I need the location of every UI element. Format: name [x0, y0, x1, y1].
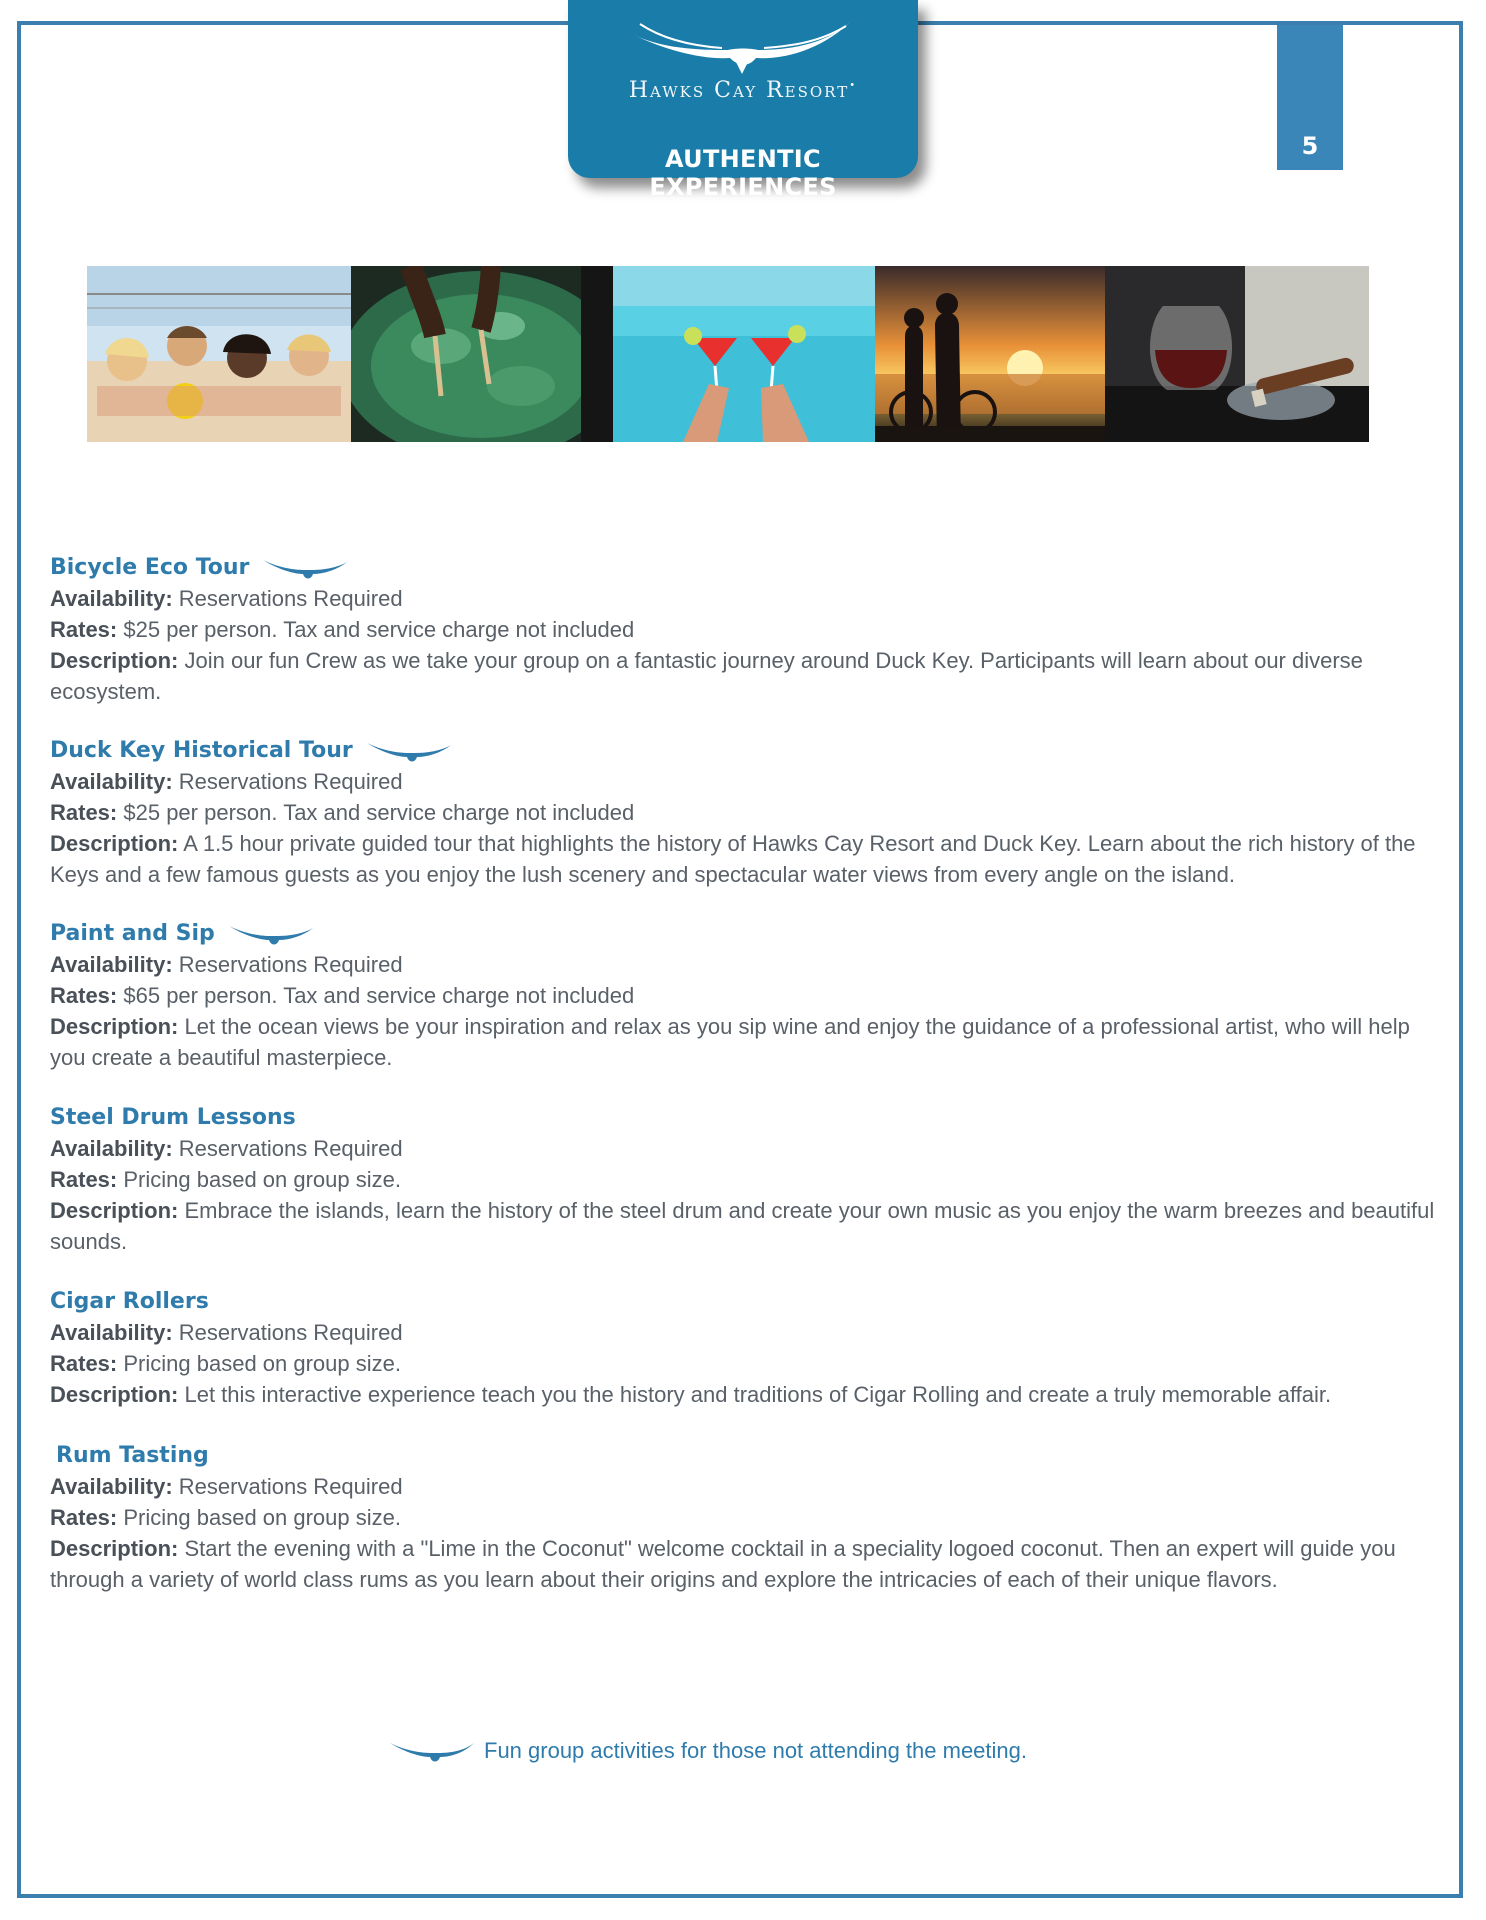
description-line: [50, 1195, 1440, 1257]
brand-name: [568, 78, 918, 103]
description-line: [50, 1011, 1440, 1073]
description-label: Description:: [50, 831, 179, 856]
activity-title-text: Rum Tasting: [56, 1443, 209, 1468]
rates-label: Rates:: [50, 1167, 118, 1192]
activity-item: [50, 1286, 1440, 1410]
description-line: [50, 828, 1440, 890]
footer-note-text: Fun group activities for those not attending the meeting.: [484, 1738, 1027, 1763]
availability-line: [50, 1133, 1440, 1164]
availability-value: Reservations Required: [178, 769, 403, 794]
availability-line: [50, 949, 1440, 980]
activity-title-text: Bicycle Eco Tour: [50, 555, 250, 580]
brand-mark: •: [849, 80, 858, 92]
description-label: Description:: [50, 1014, 179, 1039]
description-line: [50, 1379, 1440, 1410]
footer-note: [388, 1736, 1027, 1766]
activity-item: [50, 735, 1440, 890]
rates-label: Rates:: [50, 983, 118, 1008]
availability-label: Availability:: [50, 769, 173, 794]
activity-title: [50, 552, 1440, 583]
availability-line: [50, 583, 1440, 614]
rates-line: [50, 1502, 1440, 1533]
availability-line: [50, 1317, 1440, 1348]
hawk-icon: [227, 922, 315, 948]
activity-title-text: Duck Key Historical Tour: [50, 738, 353, 763]
rates-value: Pricing based on group size.: [123, 1167, 401, 1192]
description-value: Join our fun Crew as we take your group on a fantastic journey around Duck Key. Participants will learn about our diverse ecosystem.: [50, 648, 1363, 704]
availability-value: Reservations Required: [178, 952, 403, 977]
rates-label: Rates:: [50, 617, 118, 642]
sunset-bikes-photo: [875, 266, 1105, 442]
availability-value: Reservations Required: [178, 1320, 403, 1345]
rates-line: [50, 614, 1440, 645]
photo-strip: [87, 266, 1369, 442]
section-title: AUTHENTIC EXPERIENCES: [649, 145, 837, 201]
activity-item: [50, 552, 1440, 707]
activity-item: [50, 1440, 1440, 1595]
rates-value: Pricing based on group size.: [123, 1505, 401, 1530]
cocktails-photo: [613, 266, 875, 442]
rates-label: Rates:: [50, 1505, 118, 1530]
activity-title: [50, 735, 1440, 766]
brand-text: Hawks Cay Resort: [628, 78, 850, 103]
rates-label: Rates:: [50, 800, 118, 825]
rates-value: $65 per person. Tax and service charge not included: [123, 983, 635, 1008]
hawk-icon: [261, 556, 349, 582]
rates-value: $25 per person. Tax and service charge not included: [123, 800, 635, 825]
rates-label: Rates:: [50, 1351, 118, 1376]
availability-value: Reservations Required: [178, 1474, 403, 1499]
description-value: Embrace the islands, learn the history of the steel drum and create your own music as you enjoy the warm breezes and beautiful sounds.: [50, 1198, 1435, 1254]
availability-label: Availability:: [50, 1320, 173, 1345]
rates-line: [50, 1164, 1440, 1195]
hawk-icon: [388, 1737, 476, 1765]
activity-item: [50, 918, 1440, 1073]
availability-label: Availability:: [50, 952, 173, 977]
beach-group-photo: [87, 266, 351, 442]
description-label: Description:: [50, 1382, 179, 1407]
description-value: Let this interactive experience teach you the history and traditions of Cigar Rolling and create a truly memorable affair.: [184, 1382, 1332, 1407]
rates-value: Pricing based on group size.: [123, 1351, 401, 1376]
availability-line: [50, 766, 1440, 797]
activity-title: [50, 1102, 1440, 1133]
header-tab: [568, 0, 918, 201]
availability-label: Availability:: [50, 586, 173, 611]
activity-title-text: Cigar Rollers: [50, 1289, 209, 1314]
description-value: A 1.5 hour private guided tour that highlights the history of Hawks Cay Resort and Duck Key. Learn about the rich history of the Keys and a few famous guests as you enjoy the lush scenery and spectacular water views from every angle on the island.: [50, 831, 1416, 887]
rates-line: [50, 1348, 1440, 1379]
activity-title: [50, 918, 1440, 949]
activity-title-text: Steel Drum Lessons: [50, 1105, 296, 1130]
rates-line: [50, 980, 1440, 1011]
rates-line: [50, 797, 1440, 828]
availability-line: [50, 1471, 1440, 1502]
activity-title: [50, 1286, 1440, 1317]
description-label: Description:: [50, 1198, 179, 1223]
hawk-logo-icon: [630, 14, 856, 76]
availability-value: Reservations Required: [178, 1136, 403, 1161]
steel-drum-photo: [351, 266, 613, 442]
rum-cigar-photo: [1105, 266, 1369, 442]
description-value: Let the ocean views be your inspiration and relax as you sip wine and enjoy the guidance of a professional artist, who will help you create a beautiful masterpiece.: [50, 1014, 1410, 1070]
availability-value: Reservations Required: [178, 586, 403, 611]
availability-label: Availability:: [50, 1474, 173, 1499]
activity-title: [50, 1440, 1440, 1471]
description-line: [50, 645, 1440, 707]
description-line: [50, 1533, 1440, 1595]
availability-label: Availability:: [50, 1136, 173, 1161]
description-label: Description:: [50, 1536, 179, 1561]
description-value: Start the evening with a "Lime in the Coconut" welcome cocktail in a speciality logoed coconut. Then an expert will guide you through a variety of world class rums as you learn about their origins and explore the intricacies of each of their unique flavors.: [50, 1536, 1396, 1592]
activity-item: [50, 1102, 1440, 1257]
hawk-icon: [365, 739, 453, 765]
description-label: Description:: [50, 648, 179, 673]
rates-value: $25 per person. Tax and service charge not included: [123, 617, 635, 642]
activity-title-text: Paint and Sip: [50, 921, 215, 946]
page-number: 5: [1277, 25, 1343, 170]
